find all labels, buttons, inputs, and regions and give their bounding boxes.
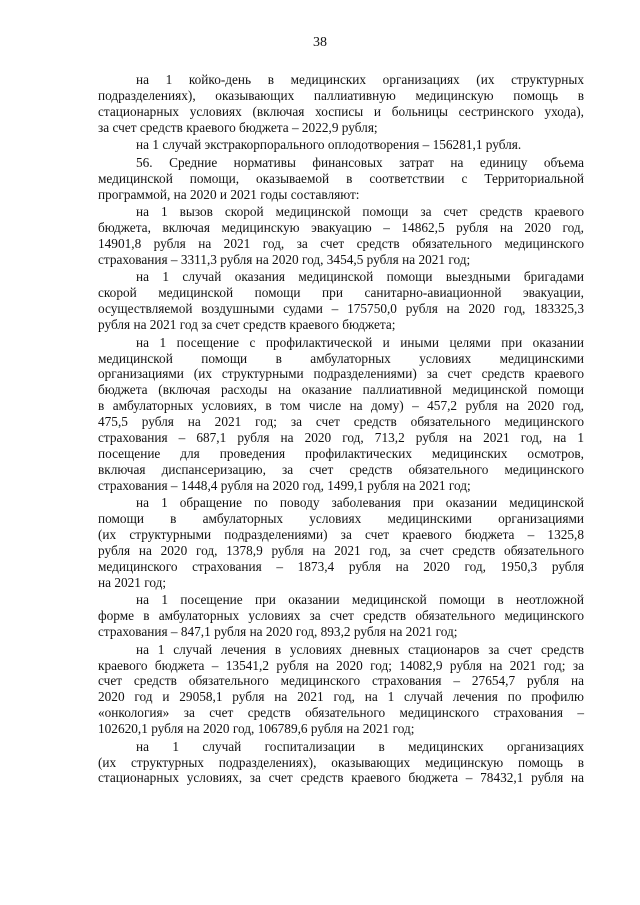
text-line: помощи в амбулаторных условиях медицинскими организациями (98, 511, 584, 527)
text-line: страхования – 1448,4 рубля на 2020 год, 1499,1 рубля на 2021 год; (98, 477, 471, 493)
text-line: 14901,8 рубля на 2021 год, за счет средств обязательного медицинского (98, 235, 584, 251)
text-line: рубля на 2021 год за счет средств краевого бюджета; (98, 317, 396, 333)
text-line: на 1 случай экстракорпорального оплодотворения – 156281,1 рубля. (136, 137, 522, 153)
text-line: 475,5 рубля на 2021 год; за счет средств обязательного медицинского (98, 414, 584, 430)
text-line: краевого бюджета – 13541,2 рубля на 2020 год; 14082,9 рубля на 2021 год; за (98, 657, 584, 673)
text-line: на 1 вызов скорой медицинской помощи за счет средств краевого (136, 204, 584, 220)
text-line: 102620,1 рубля на 2020 год, 106789,6 рубля на 2021 год; (98, 721, 415, 737)
text-line: на 1 посещение при оказании медицинской помощи в неотложной (136, 592, 584, 608)
text-line: (их структурных подразделениях), оказывающих медицинскую помощь в (98, 754, 584, 770)
text-line: посещение для проведения профилактических медицинских осмотров, (98, 445, 584, 461)
text-line: на 1 случай лечения в условиях дневных стационаров за счет средств (136, 641, 584, 657)
text-line: бюджета, включая медицинскую эвакуацию – 14862,5 рубля на 2020 год, (98, 220, 584, 236)
text-line: «онкология» за счет средств обязательного медицинского страхования – (98, 705, 584, 721)
text-line: на 1 случай оказания медицинской помощи выездными бригадами (136, 269, 584, 285)
text-line: на 1 случай госпитализации в медицинских организациях (136, 738, 584, 754)
text-line: на 2021 год; (98, 574, 167, 590)
text-line: включая диспансеризацию, за счет средств обязательного медицинского (98, 461, 584, 477)
text-line: медицинского страхования – 1873,4 рубля на 2020 год, 1950,3 рубля (98, 558, 584, 574)
text-line: счет средств обязательного медицинского страхования – 27654,7 рубля на (98, 673, 584, 689)
text-line: рубля на 2020 год, 1378,9 рубля на 2021 год, за счет средств обязательного (98, 542, 584, 558)
text-line: (их структурными подразделениями) за счет краевого бюджета – 1325,8 (98, 527, 584, 543)
text-line: медицинской помощи в амбулаторных условиях медицинскими (98, 350, 584, 366)
text-line: стационарных условиях, за счет средств краевого бюджета – 78432,1 рубля на (98, 770, 584, 786)
text-line: осуществляемой воздушными судами – 175750,0 рубля на 2020 год, 183325,3 (98, 301, 584, 317)
text-line: на 1 обращение по поводу заболевания при оказании медицинской (136, 495, 584, 511)
page-number: 38 (313, 35, 327, 50)
text-line: страхования – 3311,3 рубля на 2020 год, 3454,5 рубля на 2021 год; (98, 251, 471, 267)
text-line: подразделениях), оказывающих паллиативную медицинскую помощь в (98, 87, 584, 103)
text-line: в амбулаторных условиях, в том числе на дому) – 457,2 рубля на 2020 год, (98, 398, 584, 414)
text-line: скорой медицинской помощи при санитарно-авиационной эвакуации, (98, 285, 584, 301)
text-line: на 1 посещение с профилактической и иными целями при оказании (136, 334, 584, 350)
text-line: за счет средств краевого бюджета – 2022,9 рубля; (98, 119, 378, 135)
text-line: программой, на 2020 и 2021 годы составляют: (98, 186, 360, 202)
text-line: страхования – 847,1 рубля на 2020 год, 893,2 рубля на 2021 год; (98, 624, 458, 640)
text-line: 56. Средние нормативы финансовых затрат на единицу объема (136, 154, 584, 170)
text-line: страхования – 687,1 рубля на 2020 год, 713,2 рубля на 2021 год, на 1 (98, 430, 584, 446)
text-line: 2020 год и 29058,1 рубля на 2021 год, на 1 случай лечения по профилю (98, 689, 584, 705)
text-line: стационарных условиях (включая хосписы и больницы сестринского ухода), (98, 103, 584, 119)
text-line: организациями (их структурными подразделениями) за счет средств краевого (98, 366, 584, 382)
document-body (98, 72, 584, 786)
text-line: форме в амбулаторных условиях за счет средств обязательного медицинского (98, 608, 584, 624)
text-line: медицинской помощи, оказываемой в соответствии с Территориальной (98, 170, 584, 186)
text-line: бюджета (включая расходы на оказание паллиативной медицинской помощи (98, 382, 584, 398)
text-line: на 1 койко-день в медицинских организациях (их структурных (136, 72, 584, 87)
